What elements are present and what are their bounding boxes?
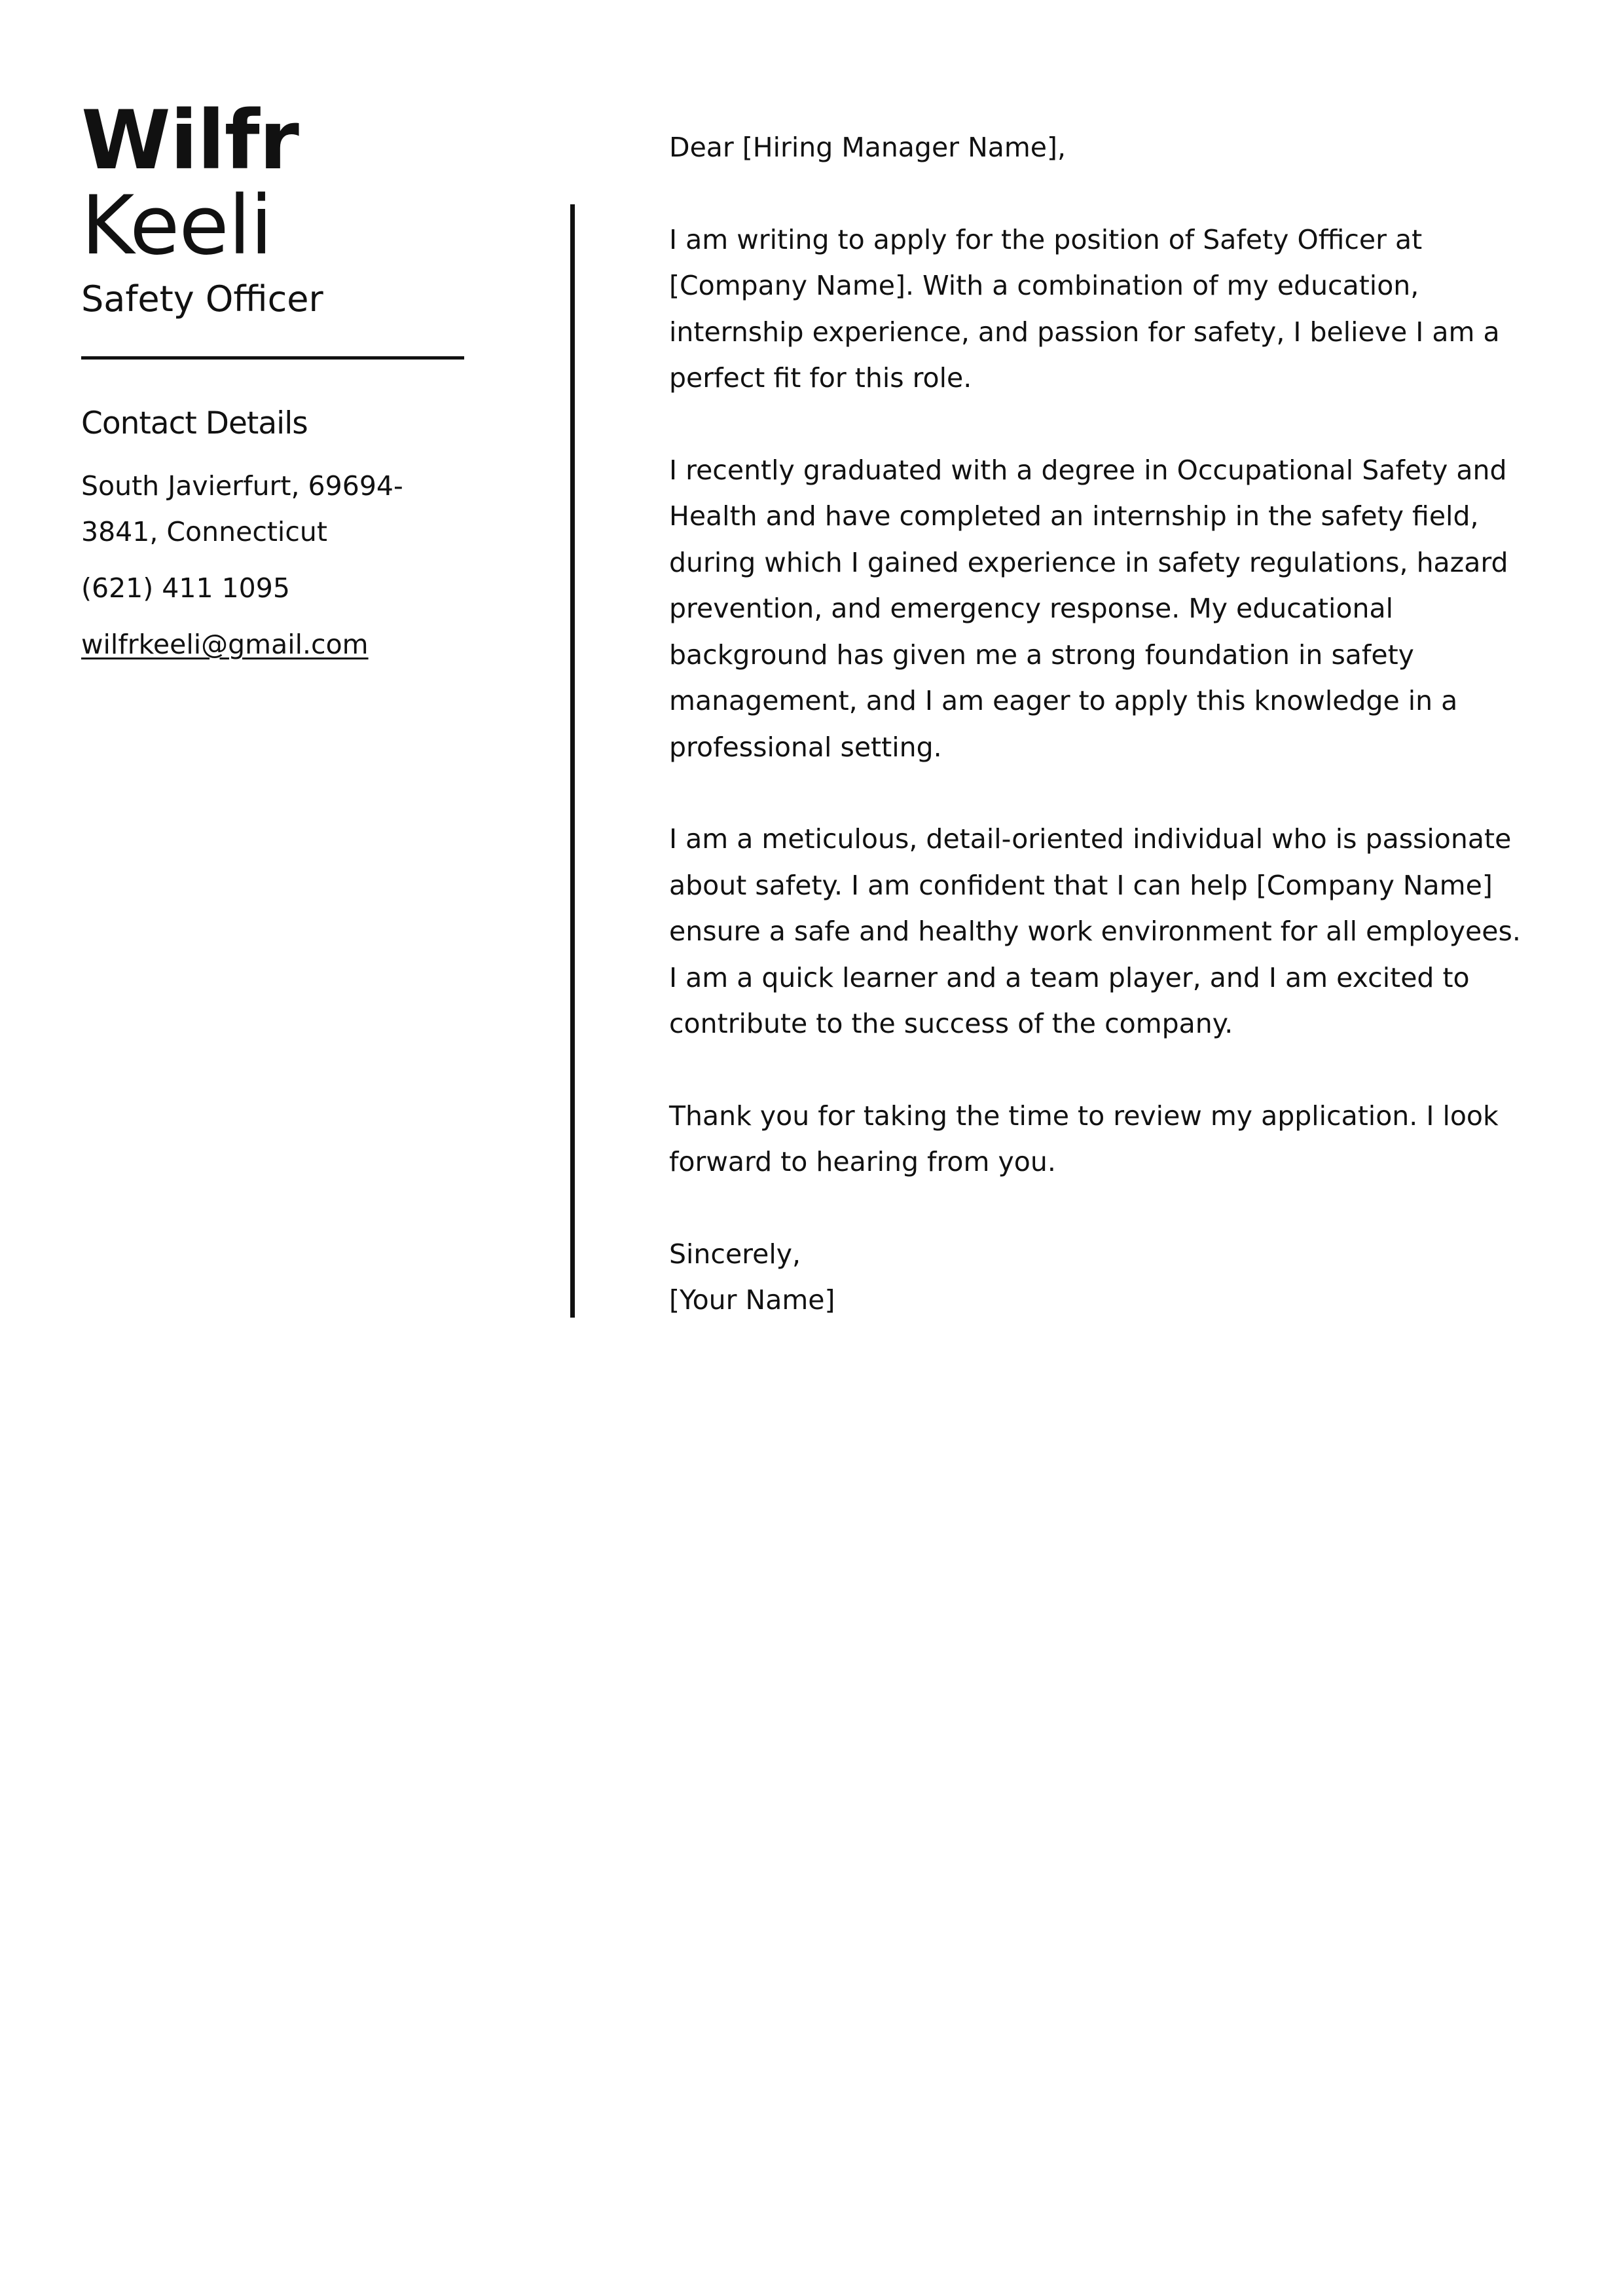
letter-paragraph: I am writing to apply for the position of Safety Officer at [Company Name]. With a combination of my education, internship experience, and passion for safety, I believe I am a perfect fit for this role. [669,223,1500,394]
letter-salutation: Dear [Hiring Manager Name], [669,132,1067,163]
contact-address: South Javierfurt, 69694-3841, Connecticut [81,470,403,547]
letter-closing [669,1231,1527,1324]
sidebar [81,94,464,667]
contact-heading: Contact Details [81,405,308,441]
signature-line: [Your Name] [669,1284,835,1316]
contact-email-link[interactable]: wilfrkeeli@gmail.com [81,629,369,660]
letter-body [669,124,1527,1324]
column-separator [570,204,575,1318]
letter-paragraph: I recently graduated with a degree in Occupational Safety and Health and have completed an internship in the safety field, during which I gained experience in safety regulations, hazard prevention, and emergency response. My educational background has given me a strong foundation in safety management, and I am eager to apply this knowledge in a professional setting. [669,454,1508,763]
contact-phone: (621) 411 1095 [81,572,290,604]
letter-paragraph: I am a meticulous, detail-oriented individual who is passionate about safety. I am confident that I can help [Company Name] ensure a safe and healthy work environment for all employees. I am a quick learner and a team player, and I am excited to contribute to the success of the company. [669,823,1521,1039]
title-divider [81,356,464,360]
first-name: Wilfr [81,94,299,188]
last-name: Keeli [81,179,272,273]
closing-line: Sincerely, [669,1238,801,1270]
job-title: Safety Officer [81,278,323,320]
letter-paragraph: Thank you for taking the time to review my application. I look forward to hearing from you. [669,1100,1499,1177]
